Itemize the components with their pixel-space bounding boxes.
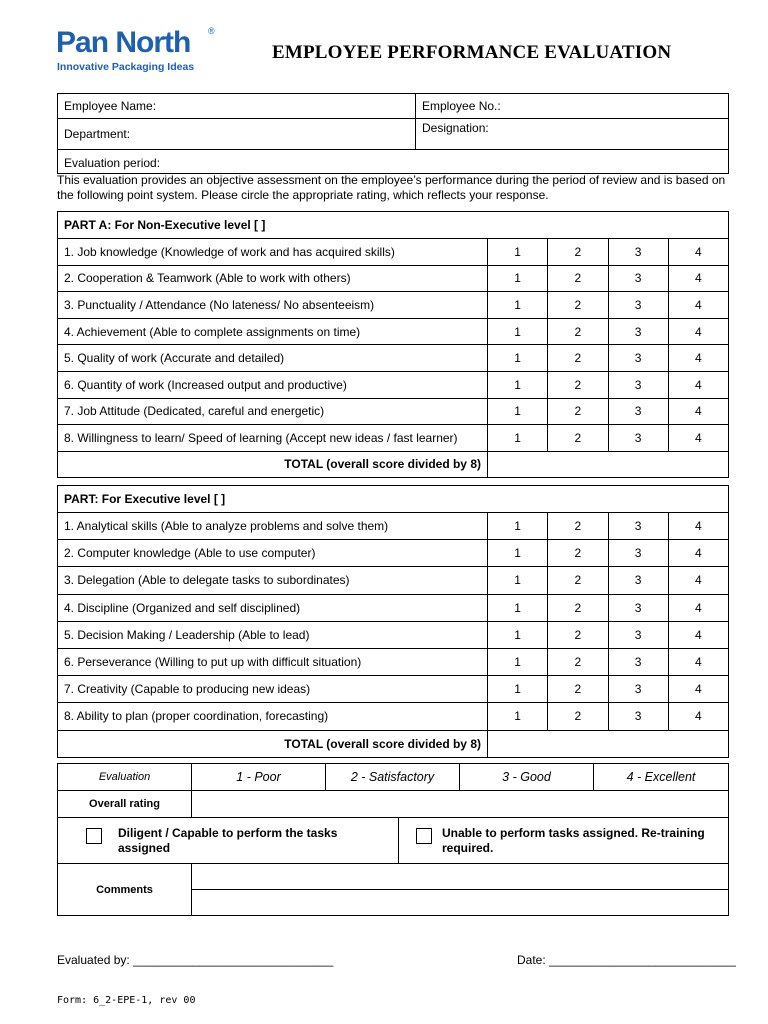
part-b-score-2[interactable]: 2: [548, 648, 608, 675]
evaluation-label: Evaluation: [58, 764, 192, 791]
part-a-score-4[interactable]: 4: [668, 425, 728, 452]
part-b-score-2[interactable]: 2: [548, 594, 608, 621]
form-code: Form: 6_2-EPE-1, rev 00: [57, 995, 196, 1006]
part-a-row: [58, 398, 729, 425]
header-fields-table: [57, 93, 729, 174]
part-a-score-3[interactable]: 3: [608, 345, 668, 372]
part-b-row: [58, 540, 729, 567]
part-b-score-1[interactable]: 1: [488, 703, 548, 730]
part-b-heading: PART: For Executive level [ ]: [58, 486, 729, 513]
part-b-score-1[interactable]: 1: [488, 594, 548, 621]
part-b-row: [58, 676, 729, 703]
part-a-score-1[interactable]: 1: [488, 292, 548, 319]
part-a-score-1[interactable]: 1: [488, 398, 548, 425]
part-a-score-3[interactable]: 3: [608, 318, 668, 345]
part-b-score-1[interactable]: 1: [488, 567, 548, 594]
part-b-score-4[interactable]: 4: [668, 703, 728, 730]
part-b-total-field[interactable]: [488, 730, 729, 757]
overall-rating-field[interactable]: [192, 791, 729, 818]
part-b-score-2[interactable]: 2: [548, 676, 608, 703]
part-a-score-2[interactable]: 2: [548, 371, 608, 398]
part-a-score-1[interactable]: 1: [488, 371, 548, 398]
part-b-row: [58, 703, 729, 730]
part-a-row: [58, 371, 729, 398]
part-b-score-2[interactable]: 2: [548, 540, 608, 567]
part-a-score-3[interactable]: 3: [608, 371, 668, 398]
part-a-score-3[interactable]: 3: [608, 398, 668, 425]
part-a-row: [58, 292, 729, 319]
part-b-criterion: 4. Discipline (Organized and self disciplined): [58, 594, 488, 621]
part-a-total-label: TOTAL (overall score divided by 8): [58, 451, 488, 477]
comments-table: [57, 863, 729, 916]
part-a-criterion: 5. Quality of work (Accurate and detailed): [58, 345, 488, 372]
part-a-row: [58, 265, 729, 292]
unable-option[interactable]: [399, 818, 729, 864]
part-b-score-3[interactable]: 3: [608, 540, 668, 567]
part-b-row: [58, 513, 729, 540]
part-b-score-4[interactable]: 4: [668, 648, 728, 675]
part-a-score-3[interactable]: 3: [608, 239, 668, 266]
part-b-score-4[interactable]: 4: [668, 540, 728, 567]
part-b-score-1[interactable]: 1: [488, 540, 548, 567]
part-a-table: [57, 211, 729, 478]
part-b-score-3[interactable]: 3: [608, 594, 668, 621]
part-a-score-3[interactable]: 3: [608, 425, 668, 452]
capable-checkbox[interactable]: [86, 828, 102, 844]
part-a-criterion: 3. Punctuality / Attendance (No lateness/ No absenteeism): [58, 292, 488, 319]
part-b-score-4[interactable]: 4: [668, 567, 728, 594]
part-b-score-3[interactable]: 3: [608, 513, 668, 540]
part-a-criterion: 4. Achievement (Able to complete assignments on time): [58, 318, 488, 345]
unable-checkbox[interactable]: [416, 828, 432, 844]
evaluation-period-field[interactable]: Evaluation period:: [58, 150, 729, 174]
part-b-criterion: 6. Perseverance (Willing to put up with difficult situation): [58, 648, 488, 675]
unable-label: Unable to perform tasks assigned. Re-training required.: [442, 825, 705, 855]
part-a-score-4[interactable]: 4: [668, 371, 728, 398]
part-b-score-3[interactable]: 3: [608, 648, 668, 675]
part-b-criterion: 7. Creativity (Capable to producing new ideas): [58, 676, 488, 703]
part-a-score-2[interactable]: 2: [548, 425, 608, 452]
part-b-criterion: 3. Delegation (Able to delegate tasks to subordinates): [58, 567, 488, 594]
company-logo: Pan North: [56, 26, 191, 59]
part-b-score-4[interactable]: 4: [668, 621, 728, 648]
part-b-score-2[interactable]: 2: [548, 703, 608, 730]
part-a-score-4[interactable]: 4: [668, 318, 728, 345]
evaluated-by-line[interactable]: Evaluated by: ______________________________: [57, 953, 334, 967]
part-b-criterion: 1. Analytical skills (Able to analyze problems and solve them): [58, 513, 488, 540]
part-a-criterion: 1. Job knowledge (Knowledge of work and has acquired skills): [58, 239, 488, 266]
part-b-score-4[interactable]: 4: [668, 594, 728, 621]
part-b-row: [58, 594, 729, 621]
part-b-score-3[interactable]: 3: [608, 676, 668, 703]
part-a-score-2[interactable]: 2: [548, 345, 608, 372]
department-field[interactable]: Department:: [58, 119, 416, 150]
part-b-score-2[interactable]: 2: [548, 567, 608, 594]
part-b-score-2[interactable]: 2: [548, 621, 608, 648]
part-a-row: [58, 425, 729, 452]
part-a-score-2[interactable]: 2: [548, 292, 608, 319]
designation-field[interactable]: Designation:: [416, 119, 729, 150]
part-a-score-4[interactable]: 4: [668, 239, 728, 266]
rating-level-poor: 1 - Poor: [192, 764, 326, 791]
comments-label: Comments: [58, 864, 192, 916]
part-a-score-4[interactable]: 4: [668, 345, 728, 372]
registered-mark: ®: [208, 26, 215, 36]
part-a-row: [58, 345, 729, 372]
part-b-score-3[interactable]: 3: [608, 703, 668, 730]
part-b-table: [57, 485, 729, 758]
rating-level-good: 3 - Good: [460, 764, 594, 791]
part-b-total-label: TOTAL (overall score divided by 8): [58, 730, 488, 757]
employee-name-field[interactable]: Employee Name:: [58, 94, 416, 119]
part-a-score-2[interactable]: 2: [548, 239, 608, 266]
employee-no-field[interactable]: Employee No.:: [416, 94, 729, 119]
part-a-heading: PART A: For Non-Executive level [ ]: [58, 212, 729, 239]
part-a-row: [58, 239, 729, 266]
part-a-score-1[interactable]: 1: [488, 265, 548, 292]
part-b-row: [58, 621, 729, 648]
overall-rating-label: Overall rating: [58, 791, 192, 818]
part-a-score-2[interactable]: 2: [548, 265, 608, 292]
part-b-row: [58, 648, 729, 675]
part-b-score-2[interactable]: 2: [548, 513, 608, 540]
part-a-criterion: 2. Cooperation & Teamwork (Able to work with others): [58, 265, 488, 292]
part-b-criterion: 2. Computer knowledge (Able to use computer): [58, 540, 488, 567]
comments-line-1[interactable]: [192, 864, 729, 890]
part-b-criterion: 5. Decision Making / Leadership (Able to lead): [58, 621, 488, 648]
logo-tagline: Innovative Packaging Ideas: [57, 61, 195, 73]
part-b-score-4[interactable]: 4: [668, 513, 728, 540]
part-a-score-3[interactable]: 3: [608, 265, 668, 292]
part-a-score-1[interactable]: 1: [488, 318, 548, 345]
part-a-score-4[interactable]: 4: [668, 292, 728, 319]
part-a-score-4[interactable]: 4: [668, 265, 728, 292]
part-b-score-3[interactable]: 3: [608, 621, 668, 648]
part-a-score-3[interactable]: 3: [608, 292, 668, 319]
part-a-score-1[interactable]: 1: [488, 239, 548, 266]
part-a-score-2[interactable]: 2: [548, 318, 608, 345]
part-b-score-3[interactable]: 3: [608, 567, 668, 594]
part-a-score-2[interactable]: 2: [548, 398, 608, 425]
part-a-score-1[interactable]: 1: [488, 345, 548, 372]
intro-text: This evaluation provides an objective assessment on the employee’s performance during the period of review and is based on the following point system. Please circle the appropriate rating, which reflects your response.: [57, 173, 726, 202]
comments-line-2[interactable]: [192, 890, 729, 916]
date-line[interactable]: Date: ____________________________: [517, 953, 736, 967]
part-b-score-1[interactable]: 1: [488, 648, 548, 675]
capable-label: Diligent / Capable to perform the tasks assigned: [118, 825, 338, 855]
capable-option[interactable]: [58, 818, 399, 864]
part-b-score-1[interactable]: 1: [488, 676, 548, 703]
part-a-criterion: 8. Willingness to learn/ Speed of learning (Accept new ideas / fast learner): [58, 425, 488, 452]
part-b-criterion: 8. Ability to plan (proper coordination, forecasting): [58, 703, 488, 730]
part-b-score-1[interactable]: 1: [488, 513, 548, 540]
part-a-total-field[interactable]: [488, 451, 729, 477]
outcome-table: [57, 817, 729, 864]
page-title: EMPLOYEE PERFORMANCE EVALUATION: [272, 42, 672, 63]
part-a-criterion: 7. Job Attitude (Dedicated, careful and energetic): [58, 398, 488, 425]
rating-level-excellent: 4 - Excellent: [594, 764, 729, 791]
part-a-score-4[interactable]: 4: [668, 398, 728, 425]
part-b-score-4[interactable]: 4: [668, 676, 728, 703]
part-b-score-1[interactable]: 1: [488, 621, 548, 648]
part-a-row: [58, 318, 729, 345]
rating-table: [57, 763, 729, 818]
rating-level-satisfactory: 2 - Satisfactory: [326, 764, 460, 791]
part-a-criterion: 6. Quantity of work (Increased output and productive): [58, 371, 488, 398]
part-b-row: [58, 567, 729, 594]
part-a-score-1[interactable]: 1: [488, 425, 548, 452]
